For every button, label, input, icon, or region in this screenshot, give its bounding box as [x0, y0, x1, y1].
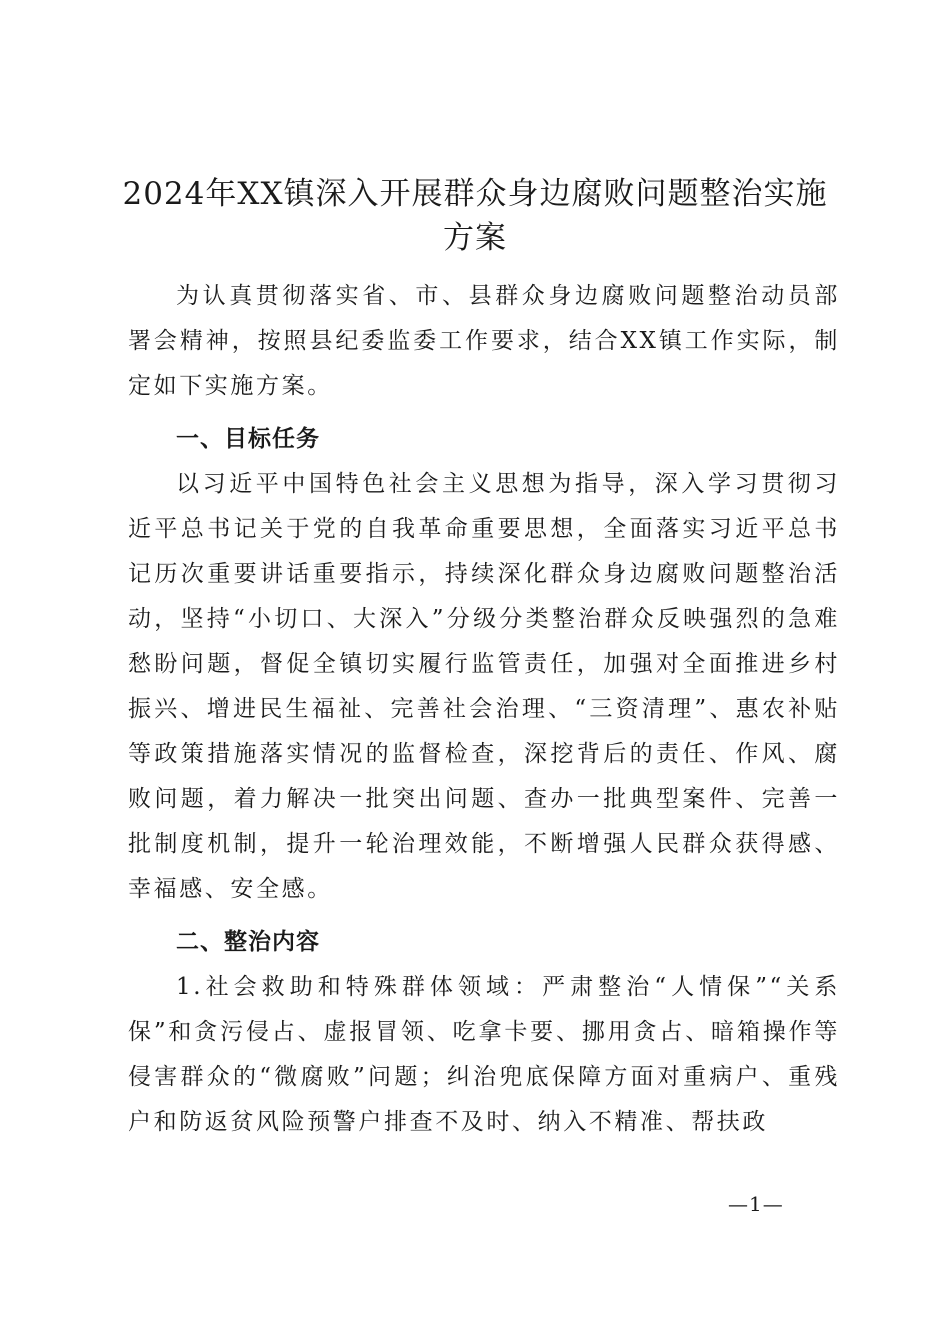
section-heading-goals: 一、目标任务: [176, 426, 320, 452]
document-body: [128, 274, 840, 1145]
goals-paragraph: 以习近平中国特色社会主义思想为指导，深入学习贯彻习近平总书记关于党的自我革命重要思想，全面落实习近平总书记历次重要讲话重要指示，持续深化群众身边腐败问题整治活动，坚持“小切口、大深入”分级分类整治群众反映强烈的急难愁盼问题，督促全镇切实履行监管责任，加强对全面推进乡村振兴、增进民生福祉、完善社会治理、“三资清理”、惠农补贴等政策措施落实情况的监督检查，深挖背后的责任、作风、腐败问题，着力解决一批突出问题、查办一批典型案件、完善一批制度机制，提升一轮治理效能，不断增强人民群众获得感、幸福感、安全感。: [128, 471, 840, 902]
section-heading-content: 二、整治内容: [176, 929, 320, 955]
intro-paragraph: 为认真贯彻落实省、市、县群众身边腐败问题整治动员部署会精神，按照县纪委监委工作要求，结合XX镇工作实际，制定如下实施方案。: [128, 283, 840, 399]
content-item-1-paragraph: 1.社会救助和特殊群体领域：严肃整治“人情保”“关系保”和贪污侵占、虚报冒领、吃拿卡要、挪用贪占、暗箱操作等侵害群众的“微腐败”问题；纠治兜底保障方面对重病户、重残户和防返贫风险预警户排查不及时、纳入不精准、帮扶政: [128, 974, 840, 1135]
page-number: —1—: [728, 1192, 784, 1216]
document-title: 2024年XX镇深入开展群众身边腐败问题整治实施方案: [122, 176, 828, 256]
